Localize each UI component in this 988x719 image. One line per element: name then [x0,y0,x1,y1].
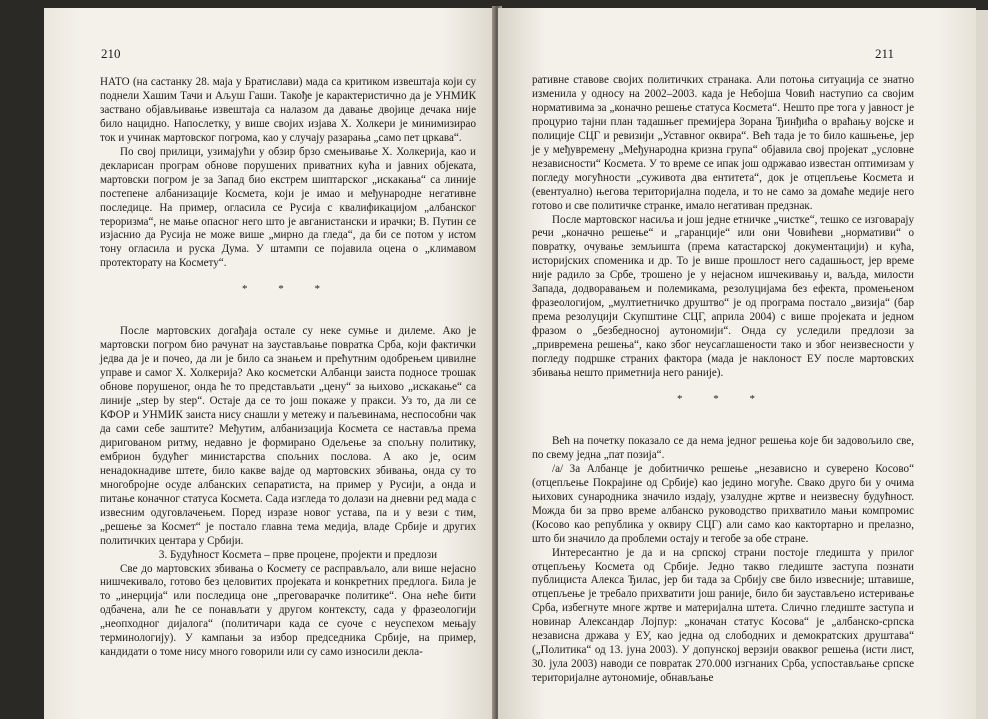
paragraph: По свој прилици, узимајући у обзир брзо смењивање Х. Холкерија, као и декларисан програм обнове порушених приватних кућа и јавних објеката, мартовски погром је за Запад био екстрем шиптарског „искакања“ са линије постепене албанизације Космета, који је имао и међународне негативне последице. На пример, огласила се Русија с квалификацијом „албанског тероризма“, не мање опасног него што је авганистански и ирачки; В. Путин се изјаснио да Русија не може више „мирно да гледа“, да би се потом у истом тону огласила и руска Дума. У штампи се појавила оцена о „климавом протекторату на Космету“. [100,145,476,270]
section-separator: * * * [242,283,334,296]
paragraph: Интересантно је да и на српској страни постоје гледишта у прилог отцепљењу Космета од Србије. Једно такво гледиште заступа познати публициста Алекса Ђилас, јер би тада за Србију све било извесније; штавише, отцепљење је требало прихватити још раније, било би заустављено истеривање Срба, избегнуте многе жртве и материјална штета. Слично гледиште заступа и новинар Александар Лојпур: „коначан статус Косова“ је „албанско-српска независна држава у ЕУ, као једна од слободних и демократских друштава“ („Политика“ од 13. јуна 2003). У допунској верзији оваквог решења (исти лист, 30. јула 2003) наводи се повратак 270.000 изгнаних Срба, успостављање српске територијалне аутономије, обнављање [532,546,914,685]
left-page-text [100,76,476,660]
right-page-text [532,74,914,686]
paragraph: Све до мартовских збивања о Космету се расправљало, али више нејасно нишчекивало, готово без целовитих пројеката и конкретних предлога. Била је то „инерција“ или последица оне „преговарачке политике“. Она неће бити одбачена, али ће се понављати у другом контексту, сада у фразеологији „неопходног дијалога“ (политичари када се суоче с неуспехом мењају терминологију). У кампањи за избор председника Србије, на пример, кандидати о томе нису много говорили или су само износили декла- [100,562,476,659]
section-heading: 3. Будућност Космета – прве процене, пројекти и предлози [158,548,438,561]
paragraph: Већ на почетку показало се да нема једног решења које би задовољило све, по свему једна „пат позија“. [532,434,914,461]
section-separator: * * * [677,392,769,405]
paragraph: ративне ставове својих политичких странака. Али потоња ситуација се знатно изменила у односу на 2002–2003. када је Небојша Човић наступио са својим нормативима за „коначно решење статуса Космета“. Нешто пре тога у јавност је процурио тајни план тадашњег премијера Зорана Ђинђића о враћању војске и полиције СЦГ и ревизији „Уставног оквира“. Већ тада је то било кашњење, јер је у међувремену „Међународна кризна група“ објавила свој пројекат „условне независности“ Космета. У то време се ипак још одржавао известан оптимизам у погледу могућности „суживота два ентитета“, док је отцепљење Космета и (евентуално) његова територијална подела, и то не само за домаће медије него готово и све политичке странке, имало негативан предзнак. [532,74,914,212]
paragraph: /а/ За Албанце је добитничко решење „независно и суверено Косово“ (отцепљење Покрајине од Србије) као једино могуће. Свако друго би у очима њихових сународника значило издају, узалудне жртве и неизвесну будућност. Можда би за прво време албанско руководство прихватило мањи компромис (Косово као република у оквиру СЦГ) али само као кактортарно и прелазно, што би значило да проблеми остају и тегобе за обе стране. [532,462,914,545]
paragraph: После мартовског насиља и још једне етничке „чистке“, тешко се изговарају речи „коначно решење“ и „гаранције“ или они Човићеви „нормативи“ о повратку, очување земљишта (према катастарској документацији) и кућа, историјских споменика и др. То је више прошлост него садашњост, јер време није радило за Србе, трошено је у нејасном ишчекивању и, ваљда, милости Запада, додворавањем и полемикама, резолуцијама без ефекта, промењеном фразеологијом, „мултиетничко друштво“ је од програма постало „визија“ (бар према резолуцији Скупштине СЦГ, априла 2004) с више пројеката и једном фразом о „безбедносној аутономији“. Онда су уследили предлози за „привремена решења“, како због неусаглашености тако и због неизвесности у погледу подршке страних фактора (мада је наклоност ЕУ после мартовских збивања нешто приметнија него раније). [532,213,914,380]
paragraph: НАТО (на састанку 28. маја у Братислави) мада са критиком извештаја који су поднели Хашим Тачи и Аљуш Гаши. Такође је карактеристично да је УНМИК заствано објављивање извештаја са налазом да давање двојице дечака није било нацидно. Напослетку, у више својих изјава Х. Холкери је минимизирао ток и учинак мартовског погрома, као у случају разарања „само пет цркава“. [100,76,476,144]
page-edges [976,10,988,719]
paragraph: После мартовских догађаја остале су неке сумње и дилеме. Ако је мартовски погром био рачунат на заустављање повратка Срба, који фактички једва да је и почео, да ли је било са знањем и прећутним одобрењем цивилне управе и самог Х. Холкерија? Ако косметски Албанци заиста подносе трошак обнове порушеног, онда ће то представљати „цену“ за њихово „искакање“ са линије „step by step“. Остаје да се то још покаже у пракси. Уз то, да ли се КФОР и УНМИК заиста нису снашли у метежу и паљевинама, неспособни чак да сами себе заштите? Међутим, албанизација Космета се наставља према дириговaном ритму, недавно је формирано Одељење за спољну политику, ембрион будућег министарства спољних послова. А ако је, осим ненадокнадиве штете, било какве вајде од мартовских збивања, онда су то многобројне осуде албанских сепаратиста, на пример у Русији, а онда и питање коначног статуса Космета. Сада изгледа то долази на дневни ред мада с извесним одуговлачењем. Поред изразе новог устава, па и у вези с тим, „решење за Космет“ је постало главна тема медија, владе Србије и других политичких центара у Србији. [100,325,476,547]
left-page [44,8,496,719]
page-number: 210 [101,46,121,61]
right-page [498,8,976,719]
page-number: 211 [875,46,895,61]
